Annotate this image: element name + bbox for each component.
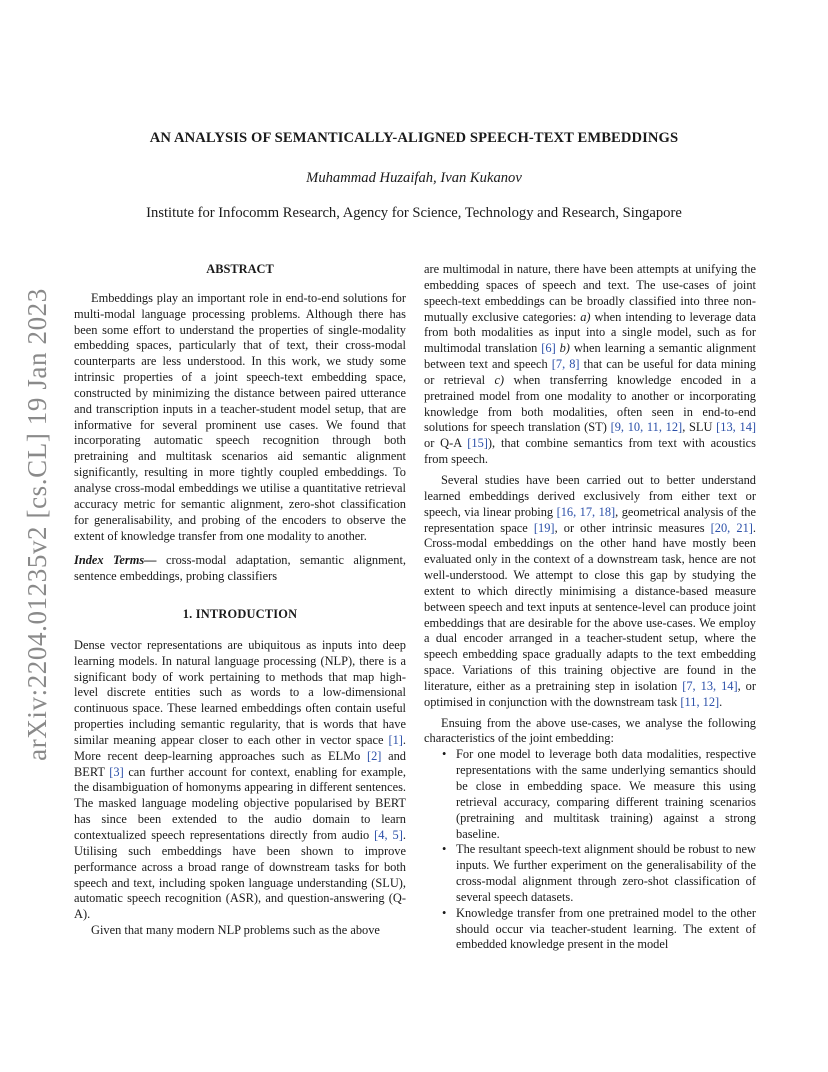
right-column (424, 262, 756, 953)
intro-paragraph-4: Ensuing from the above use-cases, we analyse the following characteristics of the joint embedding: (424, 715, 756, 746)
characteristics-list (424, 747, 756, 953)
index-terms-text: cross-modal adaptation, semantic alignment, sentence embeddings, probing classifiers (74, 553, 406, 584)
citation-link[interactable]: [6] (541, 341, 556, 356)
intro-paragraph-3: Several studies have been carried out to better understand learned embeddings derived exclusively from either text or speech, via linear probing [16, 17, 18], geometrical analysis of the representation space [19], or other intrinsic measures [20, 21]. Cross-modal embeddings on the other hand have mostly been evaluated only in the context of a downstream task, hence are not well-understood. We attempt to close this gap by studying the extent to which directly minimising a distance-based measure between speech and text inputs at sentence-level can produce joint embeddings that are desirable for the above use-cases. We employ a dual encoder arranged in a teacher-student setup, where the speech embedding space gradually adapts to the text embedding space. Variations of this training objective are found in the literature, either as a pretraining step in isolation [7, 13, 14], or optimised in conjunction with the downstream task [11, 12]. (424, 472, 756, 709)
arxiv-identifier: arXiv:2204.01235v2 [cs.CL] 19 Jan 2023 (21, 287, 52, 761)
citation-link[interactable]: [13, 14] (716, 420, 757, 435)
citation-link[interactable]: [4, 5] (374, 828, 403, 842)
paper-title: AN ANALYSIS OF SEMANTICALLY-ALIGNED SPEECH-TEXT EMBEDDINGS (149, 130, 679, 146)
citation-link[interactable]: [7, 13, 14] (682, 678, 738, 693)
abstract-heading: ABSTRACT (206, 262, 274, 276)
citation-link[interactable]: [16, 17, 18] (556, 504, 616, 519)
citation-link[interactable]: [9, 10, 11, 12] (610, 420, 683, 435)
intro-paragraph-2: Given that many modern NLP problems such as the above (91, 923, 380, 938)
citation-link[interactable]: [15] (467, 436, 488, 451)
citation-link[interactable]: [1] (388, 732, 403, 747)
citation-link[interactable]: [2] (366, 748, 382, 763)
citation-link[interactable]: [11, 12] (680, 694, 720, 709)
left-column (74, 262, 406, 939)
citation-link[interactable]: [20, 21] (710, 520, 753, 535)
intro-paragraph-2-continued: are multimodal in nature, there have been attempts at unifying the embedding spaces of speech and text. The use-cases of joint speech-text embeddings can be broadly classified into three non-mutually exclusive categories: a) when intending to leverage data from both modalities as input into a single model, such as for multimodal translation [6] b) when learning a semantic alignment between text and speech [7, 8] that can be useful for data mining or retrieval c) when transferring knowledge encoded in a pretrained model from one modality to another or incorporating knowledge from both modalities, often seen in end-to-end solutions for speech translation (ST) [9, 10, 11, 12], SLU [13, 14] or Q-A [15]), that combine semantics from text with acoustics from speech. (424, 262, 757, 467)
citation-link[interactable]: [3] (109, 764, 124, 779)
intro-heading: 1. INTRODUCTION (182, 607, 298, 622)
list-item: • For one model to leverage both data modalities, respective representations with the same underlying semantics should be close in embedding space. We measure this using retrieval accuracy, comparing different training scenarios (pretraining and multitask training) against a strong baseline. (456, 747, 756, 842)
affiliation: Institute for Infocomm Research, Agency for Science, Technology and Research, Singapore (146, 205, 682, 221)
index-terms (74, 553, 406, 585)
index-terms-label: Index Terms— (74, 553, 157, 568)
citation-link[interactable]: [7, 8] (551, 357, 580, 372)
intro-paragraph-1: Dense vector representations are ubiquitous as inputs into deep learning models. In natural language processing (NLP), there is a significant body of work pertaining to methods that map high-level discrete entities such as words to a low-dimensional continuous space. These learned embeddings often contain useful properties including semantic regularity, that is words that have similar meaning appear closer to each other in vector space [1]. More recent deep-learning approaches such as ELMo [2] and BERT [3] can further account for context, enabling for example, the disambiguation of homonyms appearing in different sentences. The masked language modeling objective popularised by BERT has since been extended to the audio domain to learn contextualized speech representations directly from audio [4, 5]. Utilising such embeddings have been shown to improve performance across a broad range of downstream tasks for both speech and text, including spoken language understanding (SLU), automatic speech recognition (ASR), and question-answering (Q-A). (74, 637, 406, 922)
authors: Muhammad Huzaifah, Ivan Kukanov (306, 170, 522, 186)
list-item: • Knowledge transfer from one pretrained model to the other should occur via teacher-student learning. The extent of embedded knowledge present in the model (456, 906, 756, 954)
list-item: • The resultant speech-text alignment should be robust to new inputs. We further experiment on the generalisability of the cross-modal alignment through zero-shot classification of several speech datasets. (456, 842, 756, 905)
abstract-text: Embeddings play an important role in end-to-end solutions for multi-modal language processing problems. Although there has been some effort to understand the properties of single-modality embedding spaces, particularly that of text, their cross-modal counterparts are less understood. In this work, we study some intrinsic properties of a joint speech-text embedding space, constructed by minimizing the distance between paired utterance and transcription inputs in a teacher-student model setup, that are informative for several prominent use cases. We found that incorporating automatic speech recognition through both pretraining and multitask scenarios aid semantic alignment significantly, resulting in more tightly coupled embeddings. To analyse cross-modal embeddings we utilise a quantitative retrieval accuracy metric for semantic alignment, zero-shot classification for generalisability, and probing of the encoders to observe the extent of knowledge transfer from one modality to another. (74, 290, 406, 543)
citation-link[interactable]: [19] (533, 520, 555, 535)
